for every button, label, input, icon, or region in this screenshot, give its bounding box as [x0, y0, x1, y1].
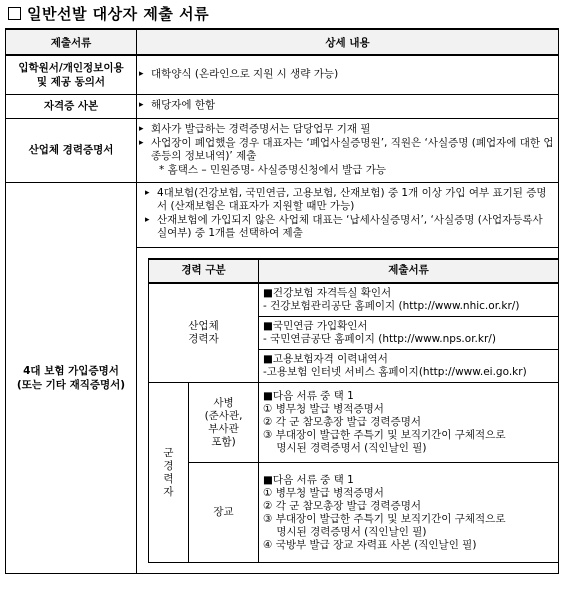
- officer-label: 장교: [189, 463, 259, 563]
- row-label-application: 입학원서/개인정보이용 및 제공 동의서: [6, 55, 137, 94]
- industry-doc-pension: ■국민연금 가입확인서 - 국민연금공단 홈페이지 (http://www.nps.or.kr/): [259, 317, 559, 350]
- note-text: * 홈택스 – 민원증명- 사실증명신청에서 발급 가능: [159, 163, 387, 176]
- detail-item: ▸ 대학양식 (온라인으로 지원 시 생략 가능): [137, 68, 558, 82]
- industry-doc-employment: ■고용보험자격 이력내역서 -고용보험 인터넷 서비스 홈페이지(http://www.ei.go.kr): [259, 350, 559, 383]
- industry-career-label: 산업체 경력자: [149, 283, 259, 383]
- soldier-docs: ■다음 서류 중 택 1 ① 병무청 발급 병적증명서 ② 각 군 참모총장 발급 경력증명서 ③ 부대장이 발급한 주특기 및 보직기간이 구체적으로 명시된 경력증명서 (직인날인 필): [259, 383, 559, 463]
- detail-item: ▸ 4대보험(건강보험, 국민연금, 고용보험, 산재보험) 중 1개 이상 가입 여부 표기된 증명서 (산재보험은 대표자가 지원할 때만 가능): [143, 187, 552, 214]
- industry-doc-health: ■건강보험 자격득실 확인서 - 건강보험관리공단 홈페이지 (http://www.nhic.or.kr/): [259, 283, 559, 317]
- detail-item: ▸ 사업장이 폐업했을 경우 대표자는 ‘폐업사실증명원’, 직원은 ‘사실증명 (폐업자에 대한 업종등의 정보내역)’ 제출: [137, 137, 558, 164]
- military-career-label: 군 경 력 자: [149, 383, 189, 563]
- documents-table: [5, 28, 559, 574]
- header-documents: 제출서류: [6, 29, 137, 55]
- row-label-certificate: 자격증 사본: [6, 94, 137, 118]
- inner-header-career: 경력 구분: [149, 259, 259, 283]
- detail-item: ▸ 회사가 발급하는 경력증명서는 담당업무 기재 필: [137, 123, 558, 137]
- checkbox-square-icon: [8, 7, 21, 20]
- soldier-label: 사병 (준사관, 부사관 포함): [189, 383, 259, 463]
- page-title: 일반선발 대상자 제출 서류: [8, 3, 209, 24]
- career-table: [148, 258, 559, 564]
- inner-header-documents: 제출서류: [259, 259, 559, 283]
- header-details: 상세 내용: [137, 29, 559, 55]
- officer-docs: ■다음 서류 중 택 1 ① 병무청 발급 병적증명서 ② 각 군 참모총장 발급 경력증명서 ③ 부대장이 발급한 주특기 및 보직기간이 구체적으로 명시된 경력증명서 (직인날인 필) ④ 국방부 발급 장교 자력표 사본 (직인날인 필): [259, 463, 559, 563]
- row-label-insurance: 4대 보험 가입증명서 (또는 기타 재직증명서): [6, 182, 137, 574]
- detail-item: ▸ 산재보험에 가입되지 않은 사업체 대표는 ‘납세사실증명서’, ‘사실증명 (사업자등록사실여부) 중 1개를 선택하여 제출: [143, 214, 552, 241]
- detail-item: ▸ 해당자에 한함: [137, 99, 558, 113]
- row-label-employment-cert: 산업체 경력증명서: [6, 118, 137, 182]
